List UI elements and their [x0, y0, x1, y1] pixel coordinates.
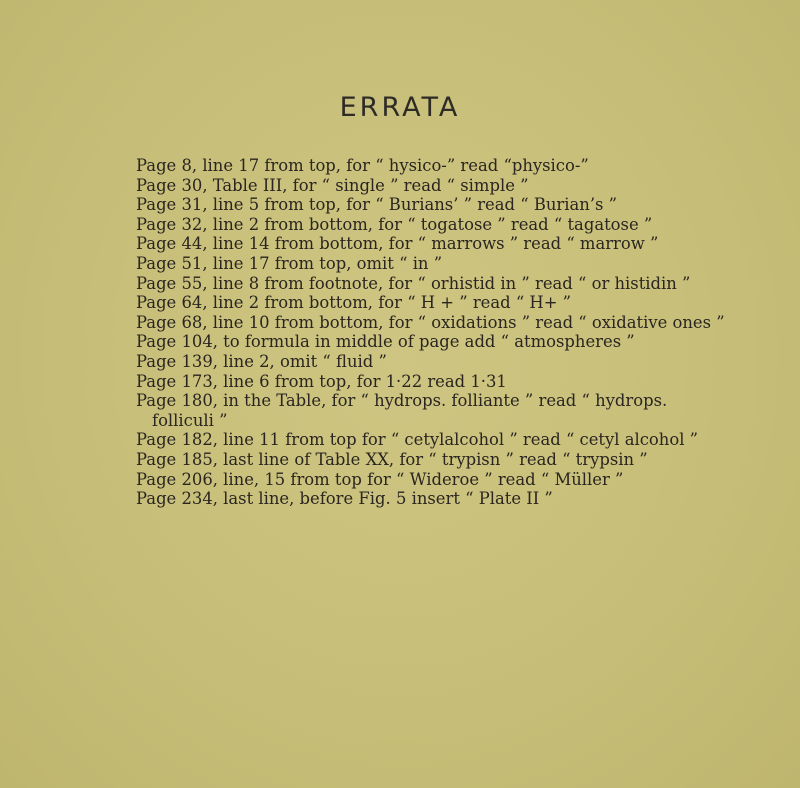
errata-entry-text: Page 182, line 11 from top for “ cetylalcohol ” read “ cetyl alcohol ”: [136, 430, 699, 450]
errata-entry-text: Page 31, line 5 from top, for “ Burians’ ” read “ Burian’s ”: [136, 195, 618, 215]
errata-entry: [136, 313, 796, 333]
errata-entry: [136, 470, 796, 490]
errata-entry-text: Page 234, last line, before Fig. 5 insert “ Plate II ”: [136, 489, 553, 509]
errata-entry-text: Page 173, line 6 from top, for 1·22 read 1·31: [136, 371, 507, 391]
errata-entry: [136, 254, 796, 274]
errata-entry-text: Page 55, line 8 from footnote, for “ orhistid in ” read “ or histidin ”: [136, 273, 691, 293]
errata-entry: [136, 274, 796, 294]
errata-entry: [136, 372, 796, 392]
errata-list: [136, 156, 796, 509]
errata-entry-text: Page 51, line 17 from top, omit “ in ”: [136, 253, 443, 273]
errata-entry: [136, 215, 796, 235]
errata-entry-text: Page 32, line 2 from bottom, for “ togatose ” read “ tagatose ”: [136, 214, 653, 234]
errata-entry-text: Page 139, line 2, omit “ fluid ”: [136, 351, 387, 371]
errata-entry: [136, 450, 796, 470]
errata-entry-text: Page 104, to formula in middle of page add “ atmospheres ”: [136, 332, 635, 352]
errata-entry-text: Page 185, last line of Table XX, for “ trypisn ” read “ trypsin ”: [136, 449, 648, 469]
errata-entry: [136, 176, 796, 196]
errata-entry-text: Page 180, in the Table, for “ hydrops. folliante ” read “ hydrops.: [136, 391, 668, 411]
errata-entry: [136, 352, 796, 372]
errata-entry-text: Page 64, line 2 from bottom, for “ H + ” read “ H+ ”: [136, 293, 572, 313]
errata-entry-text: Page 206, line, 15 from top for “ Wideroe ” read “ Müller ”: [136, 469, 624, 489]
errata-entry: [136, 391, 796, 430]
errata-entry-text: Page 30, Table III, for “ single ” read “ simple ”: [136, 175, 529, 195]
errata-entry: [136, 293, 796, 313]
errata-entry: [136, 430, 796, 450]
errata-entry: [136, 489, 796, 509]
errata-entry-text: Page 68, line 10 from bottom, for “ oxidations ” read “ oxidative ones ”: [136, 312, 725, 332]
errata-entry: [136, 156, 796, 176]
errata-entry-continuation: folliculi ”: [152, 410, 228, 430]
page-title: ERRATA: [339, 92, 461, 123]
errata-entry-text: Page 8, line 17 from top, for “ hysico-” read “physico-”: [136, 156, 589, 175]
errata-entry: [136, 195, 796, 215]
errata-entry: [136, 332, 796, 352]
errata-entry-text: Page 44, line 14 from bottom, for “ marrows ” read “ marrow ”: [136, 234, 659, 254]
errata-entry: [136, 234, 796, 254]
